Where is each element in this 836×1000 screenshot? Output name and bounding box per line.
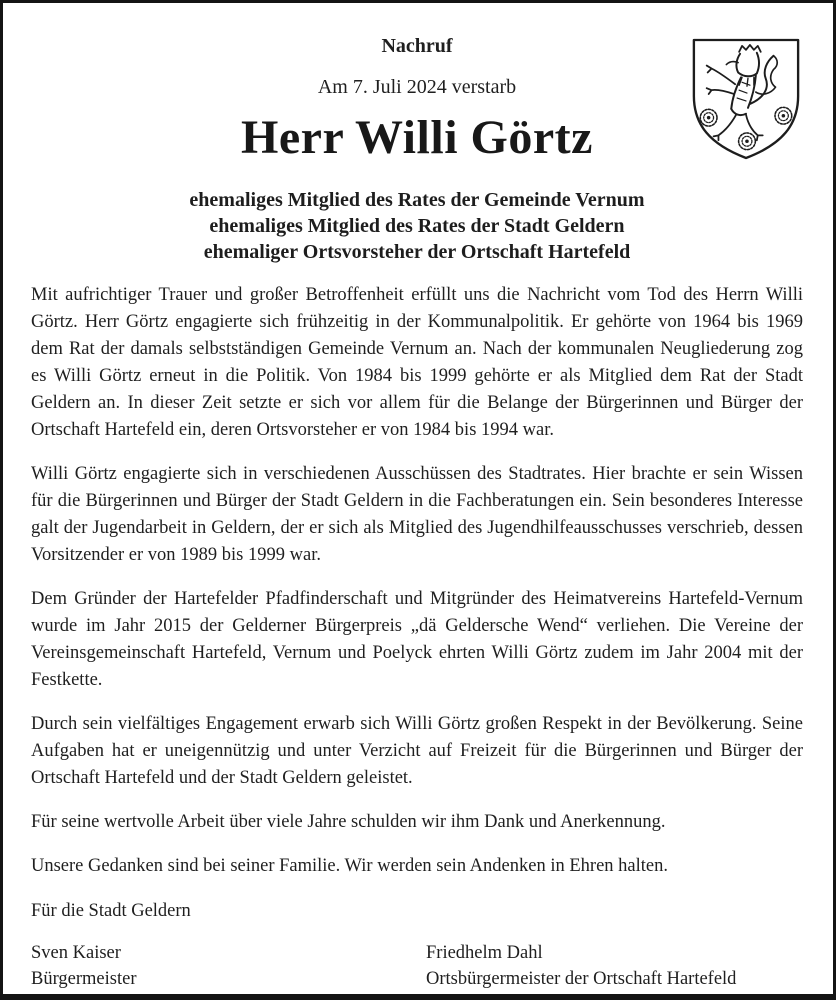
notice-type-heading: Nachruf <box>381 35 453 57</box>
closing-line: Für die Stadt Geldern <box>31 901 191 921</box>
body-paragraph: Dem Gründer der Hartefelder Pfadfinderschaft und Mitgründer des Heimatvereins Hartefeld-Vernum wurde im Jahr 2015 der Gelderner Bürgerpreis „dä Geldersche Wend“ verliehen. Die Vereine der Vereinsgemeinschaft Hartefeld, Vernum und Poelyck ehrten Willi Görtz zudem im Jahr 2004 mit der Festkette. <box>31 589 803 690</box>
body-paragraph: Willi Görtz engagierte sich in verschiedenen Ausschüssen des Stadtrates. Hier brachte er sein Wissen für die Bürgerinnen und Bürger der Stadt Geldern in die Fachberatungen ein. Sein besonderes Interesse galt der Jugendarbeit in Geldern, der er sich als Mitglied des Jugendhilfeausschusses verschrieb, dessen Vorsitzender er von 1989 bis 1999 war. <box>31 464 803 565</box>
signature-title: Ortsbürgermeister der Ortschaft Hartefeld <box>426 969 737 989</box>
signature-name: Sven Kaiser <box>31 943 121 963</box>
signature-title: Bürgermeister <box>31 969 137 989</box>
role-line: ehemaliger Ortsvorsteher der Ortschaft Hartefeld <box>203 241 631 263</box>
death-date-line: Am 7. Juli 2024 verstarb <box>317 76 517 98</box>
body-paragraph: Durch sein vielfältiges Engagement erwarb sich Willi Görtz großen Respekt in der Bevölkerung. Seine Aufgaben hat er uneigennützig und unter Verzicht auf Freizeit für die Bürgerinnen und Bürger der Ortschaft Hartefeld und der Stadt Geldern geleistet. <box>31 714 803 788</box>
rosette-left <box>700 109 717 126</box>
signature-left <box>31 940 426 992</box>
role-line: ehemaliges Mitglied des Rates der Stadt Geldern <box>209 215 625 237</box>
coat-of-arms-drawing <box>687 33 805 165</box>
body-paragraph: Unsere Gedanken sind bei seiner Familie. Wir werden sein Andenken in Ehren halten. <box>31 856 668 876</box>
rosette-right <box>775 107 792 124</box>
role-line: ehemaliges Mitglied des Rates der Gemeinde Vernum <box>189 189 645 211</box>
coat-of-arms-icon <box>687 33 805 165</box>
deceased-name: Herr Willi Görtz <box>241 111 593 164</box>
signature-right <box>426 940 736 992</box>
rosette-bottom <box>739 133 756 150</box>
deceased-roles <box>31 187 803 265</box>
signature-name: Friedhelm Dahl <box>426 943 543 963</box>
notice-body <box>31 282 803 880</box>
body-paragraph: Für seine wertvolle Arbeit über viele Jahre schulden wir ihm Dank und Anerkennung. <box>31 812 666 832</box>
signature-block <box>31 940 803 992</box>
body-paragraph: Mit aufrichtiger Trauer und großer Betroffenheit erfüllt uns die Nachricht vom Tod des Herrn Willi Görtz. Herr Görtz engagierte sich frühzeitig in der Kommunalpolitik. Er gehörte von 1964 bis 1969 dem Rat der damals selbstständigen Gemeinde Vernum an. Nach der kommunalen Neugliederung zog es Willi Görtz erneut in die Politik. Von 1984 bis 1999 gehörte er als Mitglied dem Rat der Stadt Geldern an. In dieser Zeit setzte er sich vor allem für die Belange der Bürgerinnen und Bürger der Ortschaft Hartefeld ein, deren Ortsvorsteher er von 1984 bis 1994 war. <box>31 285 803 440</box>
